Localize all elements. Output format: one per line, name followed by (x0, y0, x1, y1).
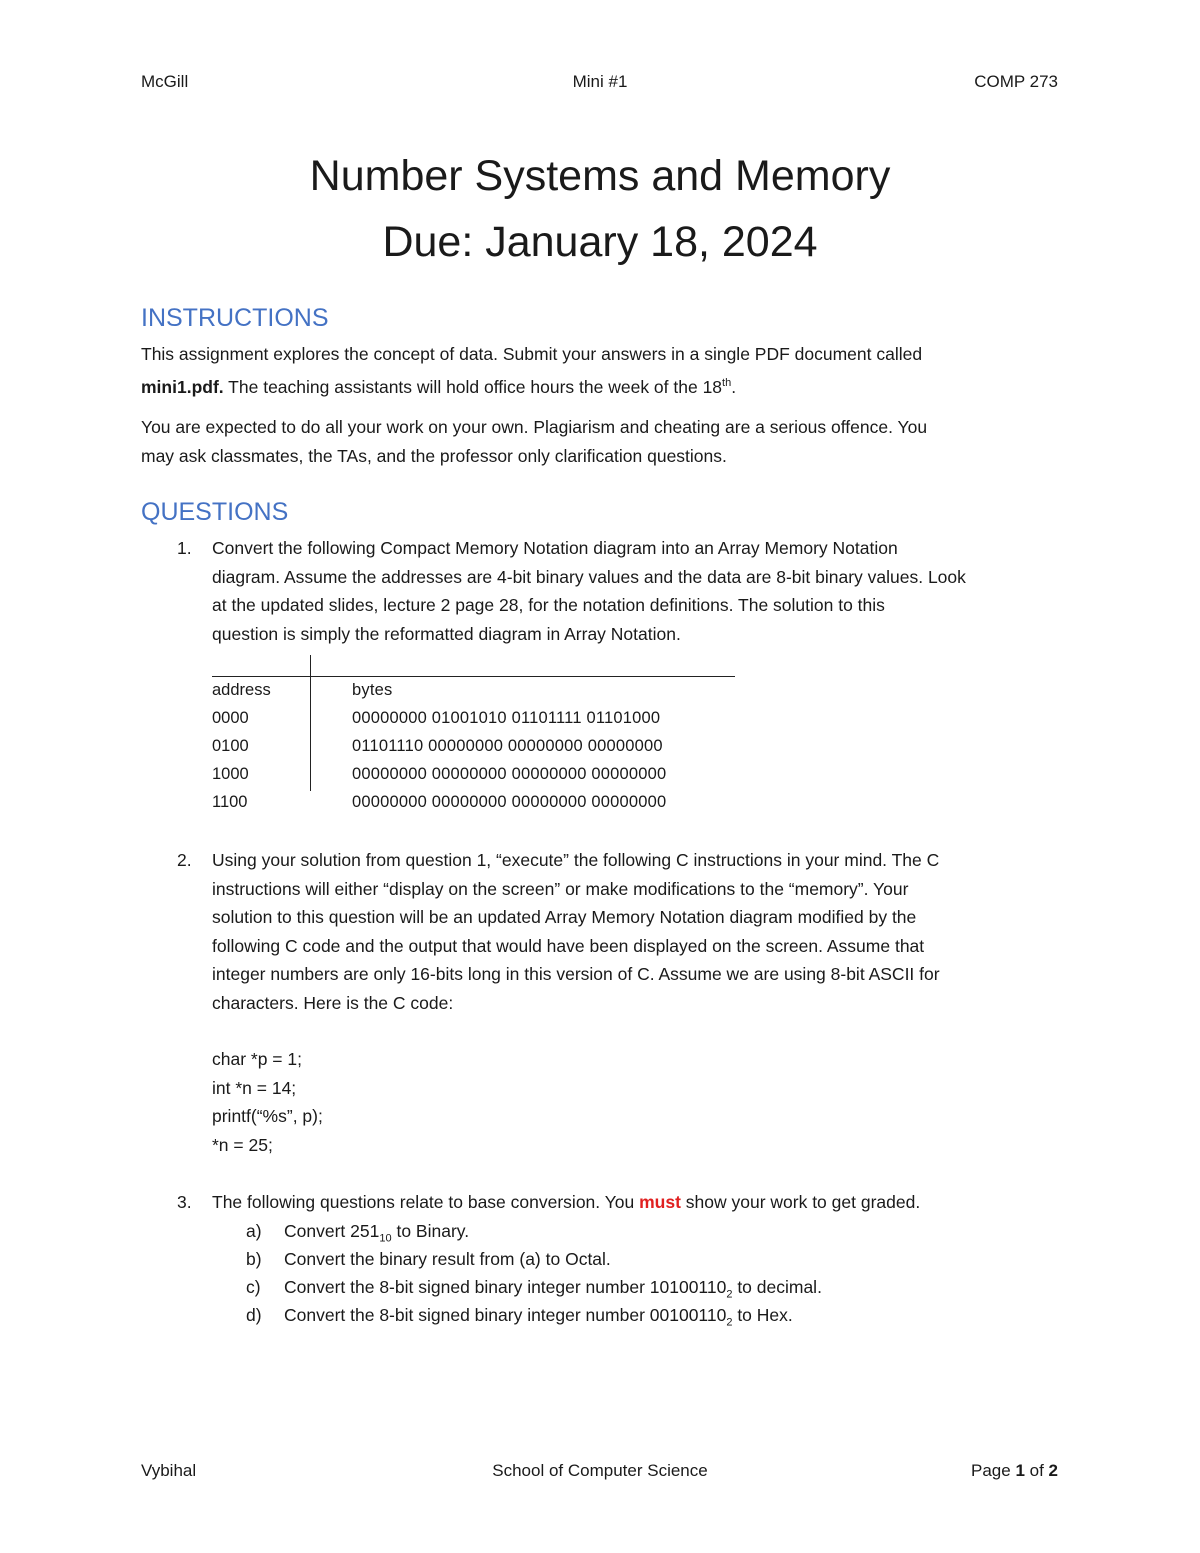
column-address: address (212, 681, 271, 699)
q3-item-c-label: c) (246, 1277, 261, 1297)
code-line: *n = 25; (212, 1134, 273, 1155)
q3-item-b: Convert the binary result from (a) to Octal. (284, 1249, 611, 1269)
code-line: int *n = 14; (212, 1077, 297, 1098)
footer-author: Vybihal (141, 1461, 197, 1480)
header-center: Mini #1 (572, 72, 628, 91)
footer-school: School of Computer Science (492, 1461, 708, 1480)
due-date: Due: January 18, 2024 (382, 218, 818, 266)
question-3-number: 3. (177, 1192, 192, 1212)
code-line: char *p = 1; (212, 1049, 302, 1069)
document-title: Number Systems and Memory (309, 152, 891, 200)
q3-item-d: Convert the 8-bit signed binary integer number $00100110_2$ to Hex. (284, 1305, 793, 1329)
questions-heading: QUESTIONS (141, 498, 289, 526)
code-line: printf(“%s”, p); (212, 1106, 323, 1126)
question-2-text: Using your solution from question 1, “execute” the following C instructions in your mind. The C instructions will either “display on the screen” or make modifications to the “memory”. Your solution to this question will be an updated Array Memory Notation diagram modified by the following C code and the output that would have been displayed on the screen. Assume that integer numbers are only 16-bits long in this version of C. Assume we are using 8-bit ASCII for characters. Here is the C code: (212, 850, 940, 1013)
page-number: Page 1 of 2 (971, 1461, 1058, 1480)
q3-item-b-label: b) (246, 1249, 262, 1269)
header-right: COMP 273 (974, 72, 1058, 91)
instructions-paragraph-2: You are expected to do all your work on your own. Plagiarism and cheating are a serious offence. You may ask classmates, the TAs, and the professor only clarification questions. (141, 417, 928, 466)
q3-item-c: Convert the 8-bit signed binary integer number $10100110_2$ to decimal. (284, 1277, 822, 1301)
emphasis-must: must (639, 1192, 681, 1212)
filename: mini1.pdf. (141, 376, 224, 397)
column-bytes: bytes (352, 681, 393, 699)
q3-item-a-label: a) (246, 1221, 262, 1241)
table-top-rule (212, 676, 735, 677)
question-3-text: The following questions relate to base conversion. You must show your work to get graded. (212, 1192, 921, 1212)
header-left: McGill (141, 72, 189, 91)
instructions-paragraph-1: This assignment explores the concept of data. Submit your answers in a single PDF document called mini1.pdf. The teaching assistants will hold office hours the week of the 18th. (141, 344, 923, 397)
table-vertical-rule (310, 655, 311, 791)
c-code-block (212, 1045, 1072, 1159)
question-1-number: 1. (177, 538, 192, 558)
instructions-heading: INSTRUCTIONS (141, 304, 329, 332)
question-1-text: Convert the following Compact Memory Notation diagram into an Array Memory Notation diagram. Assume the addresses are 4-bit binary values and the data are 8-bit binary values. Look at the updated slides, lecture 2 page 28, for the notation definitions. The solution to this question is simply the reformatted diagram in Array Notation. (212, 538, 966, 644)
q3-item-a: Convert $251_{10}$ to Binary. (284, 1221, 470, 1245)
question-2-number: 2. (177, 850, 192, 870)
q3-item-d-label: d) (246, 1305, 262, 1325)
